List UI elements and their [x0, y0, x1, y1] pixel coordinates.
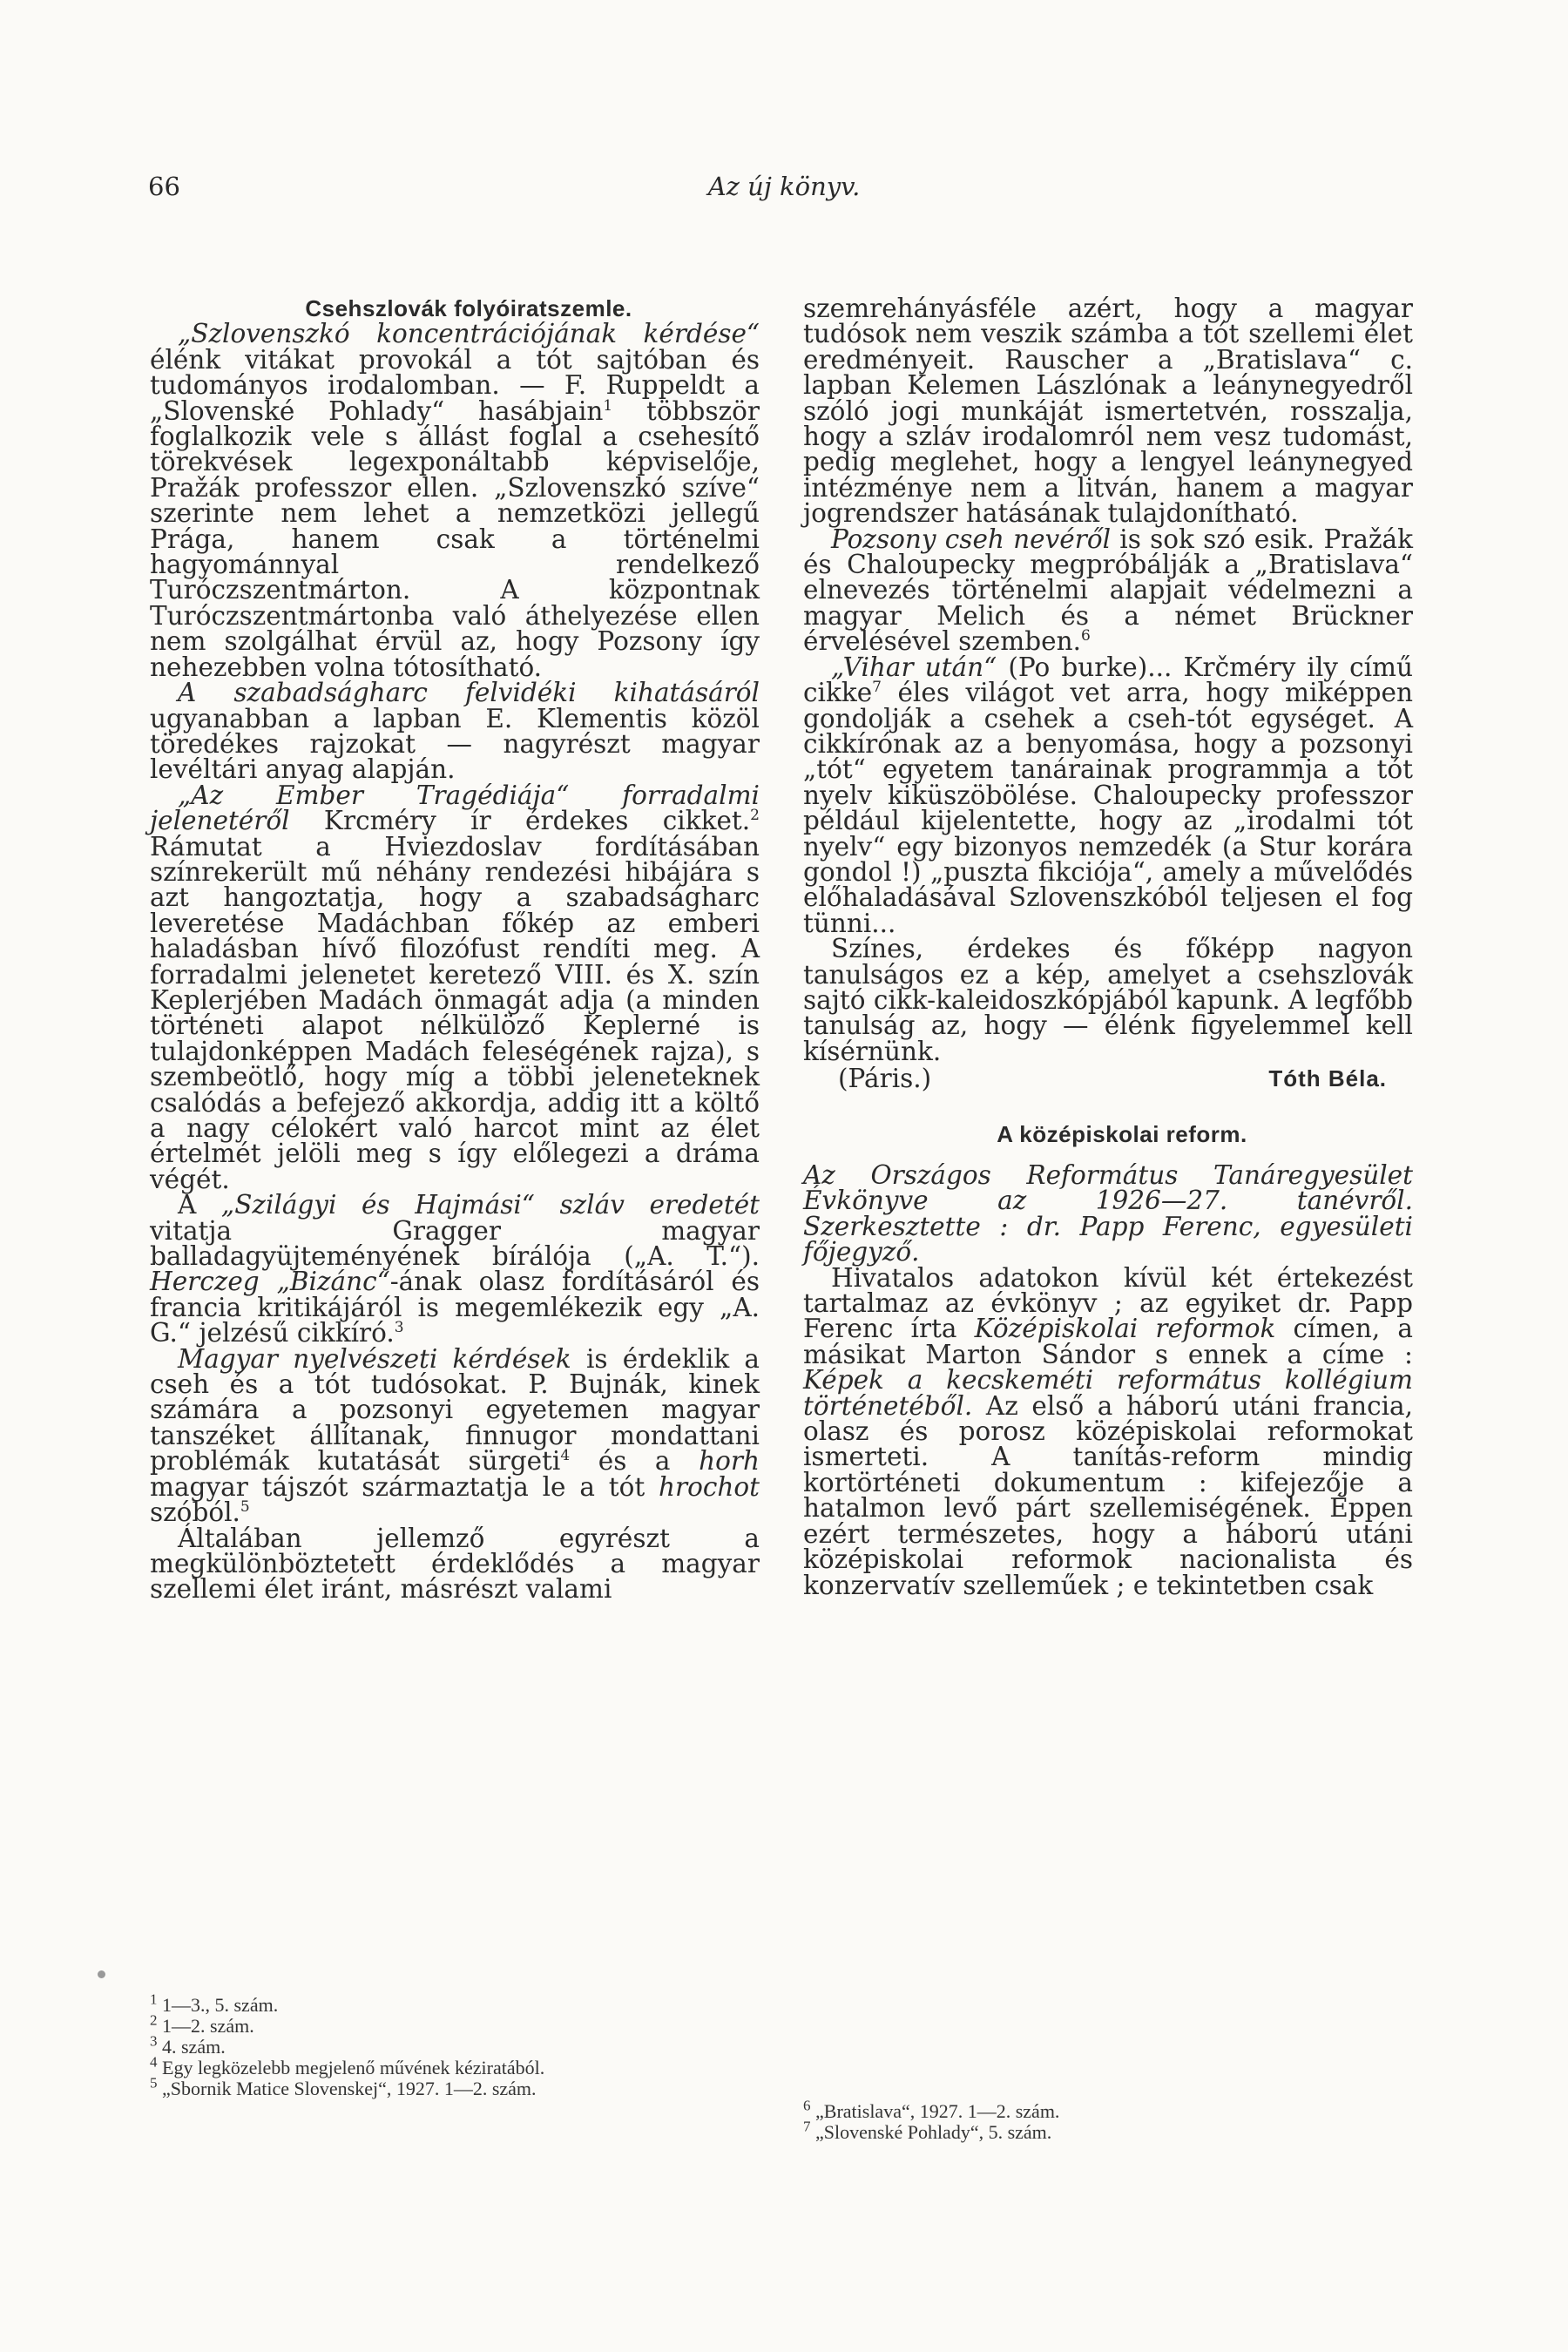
signature-line	[803, 1066, 1413, 1092]
footnote-ref: 5	[240, 1498, 250, 1517]
margin-dot-mark	[98, 1970, 105, 1978]
paragraph	[803, 936, 1413, 1064]
footnote-text: „Slovenské Pohlady“, 5. szám.	[815, 2121, 1052, 2143]
paragraph-text: A	[178, 1190, 221, 1220]
paragraph	[150, 321, 760, 680]
italic-lead: Magyar nyelvészeti kérdések	[178, 1343, 571, 1374]
signature-place: (Páris.)	[838, 1064, 932, 1094]
section-title-school-reform: A középiskolai reform.	[997, 1120, 1247, 1147]
footnote-text: 1—3., 5. szám.	[162, 1994, 279, 2016]
paragraph-text: is érdeklik a cseh és a tót tudósokat. P. Bujnák, kinek számára a pozsonyi egyetemen magyar tanszéket állítanak, finnugor mondattani problémák kutatását sürgeti	[150, 1343, 760, 1477]
footnote-ref: 6	[1080, 627, 1091, 645]
italic-lead: „Szlovenszkó koncentrációjának kérdése“	[178, 319, 760, 349]
paragraph-text: -ának olasz fordításáról és francia kritikájáról is megemlékezik egy „A. G.“ jelzésű cikkíró.	[150, 1267, 760, 1348]
footnote	[150, 1990, 760, 2016]
paragraph-text: (Po burke)... Krčméry ily című cikke	[803, 652, 1413, 708]
paragraph-text: éles világot vet arra, hogy miképpen gondolják a csehek a cseh-tót egységet. A cikkírónak az a benyomása, hogy a pozsonyi „tót“ egyetem tanárainak programmja a tót nyelv kiküszöbölése. Chaloupecky professzor például kijelentette, hogy az „irodalmi tót nyelv“ egy bizonyos nemzedék (a Stur korára gondol !) „puszta fikciója“, amely a művelődés előhaladásával Szlovenszkóból teljesen el fog tünni...	[803, 678, 1413, 938]
paragraph-text: élénk vitákat provokál a tót sajtóban és tudományos irodalomban. — F. Ruppeldt a „Slovenské Pohlady“ hasábjain	[150, 344, 760, 426]
italic-lead: „Az Ember Tragédiája“ forradalmi jelenetéről	[150, 780, 760, 836]
running-title: Az új könyv.	[707, 172, 861, 201]
footnote-ref: 4	[560, 1447, 571, 1465]
italic-phrase: Herczeg „Bizánc“	[150, 1267, 390, 1297]
italic-lead: Pozsony cseh nevéről	[831, 524, 1112, 554]
footnote	[803, 2118, 1413, 2143]
italic-phrase: „Szilágyi és Hajmási“ szláv eredetét	[220, 1190, 760, 1220]
italic-phrase: Középiskolai reformok	[974, 1314, 1276, 1344]
right-column	[803, 296, 1413, 1598]
footnote-number: 4	[150, 2053, 158, 2071]
footnote-ref: 3	[394, 1319, 404, 1337]
paragraph-text: magyar tájszót származtatja le a tót	[150, 1471, 659, 1502]
book-entry: Az Országos Református Tanáregyesület Évkönyve az 1926—27. tanévről. Szerkesztette : dr. Papp Ferenc, egyesületi főjegyző.	[803, 1160, 1413, 1267]
paragraph-text: és a	[570, 1446, 700, 1477]
footnote	[150, 2032, 760, 2058]
paragraph-text: Rámutat a Hviezdoslav fordításában színrekerült mű néhány rendezési hibájára s azt hangoztatja, hogy a szabadságharc leveretése Madáchban főkép az emberi haladásban hívő filozófust rendíti meg. A forradalmi jelenetet keretező VIII. és X. szín Keplerjében Madách önmagát adja (a minden történeti alapot nélkülöző Keplerné is tulajdonképpen Madách feleségének rajza), s szembeötlő, hogy míg a többi jeleneteknek csalódás a befejező akkordja, addig itt a költő a nagy célokért való harcot mint az élet értelmét jelöli meg s így előlegezi a dráma végét.	[150, 831, 760, 1194]
italic-lead: „Vihar után“	[831, 652, 997, 682]
paragraph	[150, 1343, 760, 1528]
footnote-ref: 2	[750, 807, 760, 825]
footnote	[150, 2074, 760, 2099]
paragraph-text: szemrehányásféle azért, hogy a magyar tudósok nem veszik számba a tót szellemi élet eredményeit. Rauscher a „Bratislava“ c. lapban Kelemen Lászlónak a leánynegyedről szóló jogi munkáját ismertetvén, rosszalja, hogy a szláv irodalomról nem vesz tudomást, pedig meglehet, hogy a lengyel leánynegyed intézménye nem a litván, hanem a magyar jogrendszer hatásának tulajdonítható.	[803, 294, 1413, 529]
right-footnotes	[803, 2097, 1413, 2143]
footnote-text: 1—2. szám.	[162, 2015, 254, 2037]
footnote-number: 1	[150, 1990, 158, 2008]
paragraph	[150, 1190, 760, 1348]
footnote-text: 4. szám.	[162, 2036, 226, 2058]
paragraph	[150, 1523, 760, 1605]
left-footnotes	[150, 1990, 760, 2099]
footnote	[150, 2053, 760, 2078]
paragraph-text: Az első a háború utáni francia, olasz és porosz középiskolai reformokat ismerteti. A tanítás-reform mindig kortörténeti dokumentum : kifejezője a hatalmon levő párt szellemiségének. Éppen ezért természetes, hogy a háború utáni középiskolai reformok nacionalista és konzervatív szelleműek ; e tekintetben csak	[803, 1390, 1413, 1600]
paragraph-text: Krcméry ír érdekes cikket.	[289, 806, 751, 836]
footnote-text: „Bratislava“, 1927. 1—2. szám.	[815, 2100, 1060, 2122]
footnote-number: 6	[803, 2097, 811, 2114]
footnote	[803, 2097, 1413, 2122]
footnote-number: 2	[150, 2011, 158, 2029]
paragraph-text: szóból.	[150, 1497, 240, 1528]
paragraph	[150, 780, 760, 1194]
footnote-number: 5	[150, 2074, 158, 2092]
paragraph	[803, 296, 1413, 527]
footnote-text: „Sbornik Matice Slovenskej“, 1927. 1—2. szám.	[162, 2078, 537, 2099]
italic-phrase: Képek a kecskeméti református kollégium történetéből.	[803, 1365, 1413, 1421]
page-number: 66	[148, 172, 180, 201]
paragraph	[803, 1262, 1413, 1600]
footnote-ref: 7	[872, 679, 882, 697]
paragraph-text: Színes, érdekes és főképp nagyon tanulságos ez a kép, amelyet a csehszlovák sajtó cikk-kaleidoszkópjából kapunk. A legfőbb tanulság az, hogy — élénk figyelemmel kell kísérnünk.	[803, 934, 1413, 1066]
paragraph-text: többször foglalkozik vele s állást foglal a csehesítő törekvések legexponáltabb képviselője, Pražák professzor ellen. „Szlovenszkó szíve“ szerinte nem lehet a nemzetközi jellegű Prága, hanem csak a történelmi hagyománnyal rendelkező Turóczszentmárton. A központnak Turóczszentmártonba való áthelyezése ellen nem szolgálhat érvül az, hogy Pozsony így nehezebben volna tótosítható.	[150, 395, 760, 682]
section-title-periodical-review: Csehszlovák folyóiratszemle.	[305, 295, 632, 321]
signature-author: Tóth Béla.	[1268, 1065, 1387, 1092]
footnote-number: 3	[150, 2032, 158, 2050]
paragraph	[803, 524, 1413, 657]
footnote-ref: 1	[603, 396, 613, 415]
footnote	[150, 2011, 760, 2037]
paragraph-text: is sok szó esik. Pražák és Chaloupecky megpróbálják a „Bratislava“ elnevezés történelmi alapjait védelmezni a magyar Melich és a német Brückner érvelésével szemben.	[803, 524, 1413, 657]
paragraph	[150, 680, 760, 783]
left-column	[150, 296, 760, 1603]
paragraph-text: Általában jellemző egyrészt a megkülönböztetett érdeklődés a magyar szellemi élet iránt, másrészt valami	[150, 1523, 760, 1605]
paragraph-text: ugyanabban a lapban E. Klementis közöl töredékes rajzokat — nagyrészt magyar levéltári anyag alapján.	[150, 703, 760, 785]
italic-phrase: horh	[699, 1446, 760, 1477]
paragraph-text: vitatja Gragger magyar balladagyüjteményének bírálója („A. T.“).	[150, 1215, 760, 1272]
footnote-number: 7	[803, 2118, 811, 2135]
footnote-text: Egy legközelebb megjelenő művének kéziratából.	[162, 2057, 545, 2078]
italic-lead: A szabadságharc felvidéki kihatásáról	[178, 678, 760, 708]
paragraph	[803, 652, 1413, 938]
paragraph-text: címen, a másikat Marton Sándor s ennek a címe :	[803, 1314, 1413, 1369]
paragraph-text: Hivatalos adatokon kívül két értekezést tartalmaz az évkönyv ; az egyiket dr. Papp Ferenc írta	[803, 1262, 1413, 1344]
italic-phrase: hrochot	[659, 1471, 760, 1502]
page-header	[148, 172, 1420, 206]
